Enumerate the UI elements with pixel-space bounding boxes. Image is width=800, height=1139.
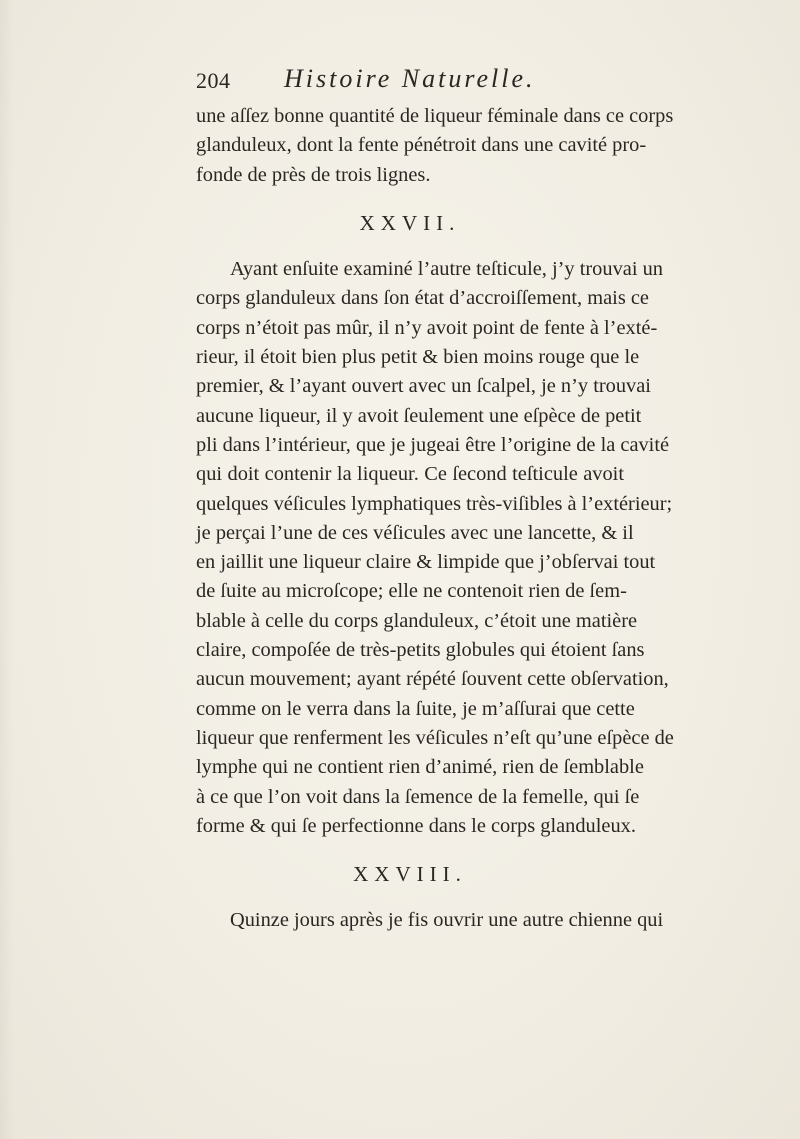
text-line: fonde de près de trois lignes. bbox=[196, 163, 431, 186]
text-line: pli dans l’intérieur, que je jugeai être l’origine de la cavité bbox=[196, 433, 670, 456]
text-line: comme on le verra dans la ſuite, je m’aſſurai que cette bbox=[196, 697, 635, 720]
text-line: quelques véſicules lymphatiques très-viſibles à l’extérieur; bbox=[196, 492, 673, 515]
text-line: en jaillit une liqueur claire & limpide que j’obſervai tout bbox=[196, 551, 656, 574]
text-line: forme & qui ſe perfectionne dans le corps glanduleux. bbox=[196, 814, 636, 837]
text-line: Ayant enſuite examiné l’autre teſticule, j’y trouvai un bbox=[230, 258, 663, 281]
running-title: Histoire Naturelle. bbox=[284, 64, 536, 93]
text-line: Quinze jours après je fis ouvrir une autre chienne qui bbox=[230, 909, 664, 932]
section-heading-28: XXVIII. bbox=[353, 862, 467, 887]
body-text bbox=[196, 102, 674, 936]
text-line: claire, compoſée de très-petits globules qui étoient ſans bbox=[196, 639, 645, 662]
text-line: aucune liqueur, il y avoit ſeulement une eſpèce de petit bbox=[196, 404, 642, 427]
text-line: qui doit contenir la liqueur. Ce ſecond teſticule avoit bbox=[196, 463, 624, 486]
text-line: liqueur que renferment les véſicules n’eſt qu’une eſpèce de bbox=[196, 726, 674, 749]
text-line: glanduleux, dont la fente pénétroit dans une cavité pro- bbox=[196, 134, 647, 157]
text-line: rieur, il étoit bien plus petit & bien moins rouge que le bbox=[196, 346, 640, 369]
text-line: premier, & l’ayant ouvert avec un ſcalpel, je n’y trouvai bbox=[196, 375, 651, 398]
text-line: de ſuite au microſcope; elle ne contenoit rien de ſem- bbox=[196, 580, 627, 603]
text-line: lymphe qui ne contient rien d’animé, rien de ſemblable bbox=[196, 756, 644, 779]
text-line: aucun mouvement; ayant répété ſouvent cette obſervation, bbox=[196, 668, 669, 691]
text-line: à ce que l’on voit dans la ſemence de la femelle, qui ſe bbox=[196, 785, 640, 808]
left-edge-shadow bbox=[0, 0, 14, 1139]
text-line: corps glanduleux dans ſon état d’accroiſſement, mais ce bbox=[196, 287, 649, 310]
text-line: blable à celle du corps glanduleux, c’étoit une matière bbox=[196, 609, 638, 632]
text-line: corps n’étoit pas mûr, il n’y avoit point de fente à l’exté- bbox=[196, 316, 658, 339]
text-line: je perçai l’une de ces véſicules avec une lancette, & il bbox=[196, 521, 634, 544]
text-line: une aſſez bonne quantité de liqueur féminale dans ce corps bbox=[196, 105, 674, 127]
page-number: 204 bbox=[196, 68, 231, 93]
page-header bbox=[196, 64, 636, 98]
section-heading-27: XXVII. bbox=[359, 210, 461, 235]
